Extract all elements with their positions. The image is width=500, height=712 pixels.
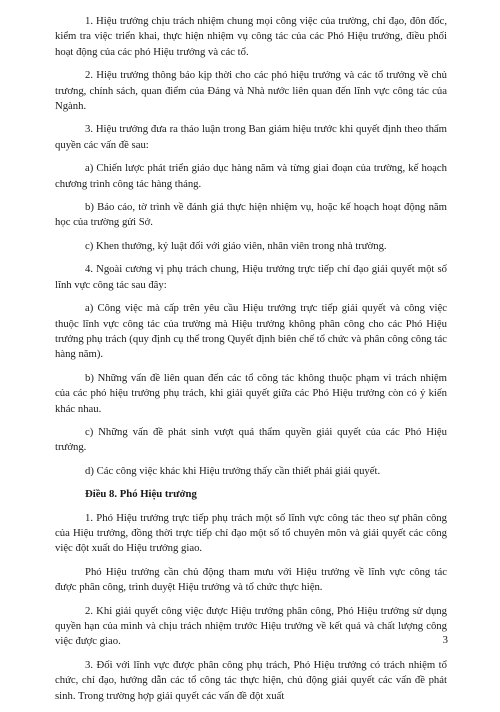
- paragraph: 2. Khi giải quyết công việc được Hiệu trưởng phân công, Phó Hiệu trưởng sử dụng quyền hạn của mình và chịu trách nhiệm trước Hiệu trưởng về kết quả và chất lượng công việc được giao.: [55, 604, 447, 648]
- paragraph: 3. Hiệu trưởng đưa ra thảo luận trong Ban giám hiệu trước khi quyết định theo thẩm quyền các vấn đề sau:: [55, 123, 447, 151]
- list-item: b) Những vấn đề liên quan đến các tổ công tác không thuộc phạm vi trách nhiệm của các phó hiệu trưởng phụ trách, khi giải quyết giữa các Phó Hiệu trưởng còn có ý kiến khác nhau.: [55, 371, 447, 415]
- list-item: c) Khen thưởng, kỷ luật đối với giáo viên, nhân viên trong nhà trường.: [85, 239, 387, 252]
- list-item: a) Công việc mà cấp trên yêu cầu Hiệu trưởng trực tiếp giải quyết và công việc thuộc lĩnh vực công tác của trường mà Hiệu trưởng không phân công cho các Phó Hiệu trưởng phụ trách (quy định cụ thể trong Quyết định biên chế tổ chức và phân công công tác hàng năm).: [55, 302, 447, 361]
- list-item: b) Báo cáo, tờ trình về đánh giá thực hiện nhiệm vụ, hoặc kế hoạch hoạt động năm học của trường gửi Sở.: [55, 201, 447, 229]
- paragraph: Phó Hiệu trưởng cần chủ động tham mưu với Hiệu trưởng về lĩnh vực công tác được phân công, trình duyệt Hiệu trưởng và tổ chức thực hiện.: [55, 565, 447, 594]
- article-heading: Điều 8. Phó Hiệu trưởng: [85, 488, 197, 501]
- list-item: c) Những vấn đề phát sinh vượt quá thẩm quyền giải quyết của các Phó Hiệu trưởng.: [55, 425, 447, 454]
- paragraph: 4. Ngoài cương vị phụ trách chung, Hiệu trưởng trực tiếp chỉ đạo giải quyết một số lĩnh vực công tác sau đây:: [55, 263, 447, 291]
- document-page: [55, 14, 447, 712]
- paragraph: 1. Hiệu trưởng chịu trách nhiệm chung mọi công việc của trường, chỉ đạo, đôn đốc, kiểm tra việc triển khai, thực hiện nhiệm vụ công tác của các Phó Hiệu trưởng, điều phối hoạt động của các phó Hiệu trưởng và các tổ.: [55, 15, 447, 58]
- list-item: d) Các công việc khác khi Hiệu trưởng thấy cần thiết phải giải quyết.: [85, 464, 381, 477]
- paragraph: 3. Đối với lĩnh vực được phân công phụ trách, Phó Hiệu trưởng có trách nhiệm tổ chức, chỉ đạo, hướng dẫn các tổ công tác thực hiện, chủ động giải quyết các vấn đề phát sinh. Trong trường hợp giải quyết các vấn đề đột xuất: [55, 658, 447, 702]
- page-number: 3: [442, 634, 448, 646]
- paragraph: 2. Hiệu trưởng thông báo kịp thời cho các phó hiệu trưởng và các tổ trưởng về chủ trương, chính sách, quan điểm của Đảng và Nhà nước liên quan đến lĩnh vực công tác của Ngành.: [55, 69, 447, 113]
- paragraph: 1. Phó Hiệu trưởng trực tiếp phụ trách một số lĩnh vực công tác theo sự phân công của Hiệu trưởng, đồng thời trực tiếp chỉ đạo một số tổ chuyên môn và giải quyết các công việc đột xuất do Hiệu trưởng giao.: [55, 511, 447, 555]
- list-item: a) Chiến lược phát triển giáo dục hàng năm và từng giai đoạn của trường, kế hoạch chương trình công tác hàng tháng.: [55, 162, 447, 190]
